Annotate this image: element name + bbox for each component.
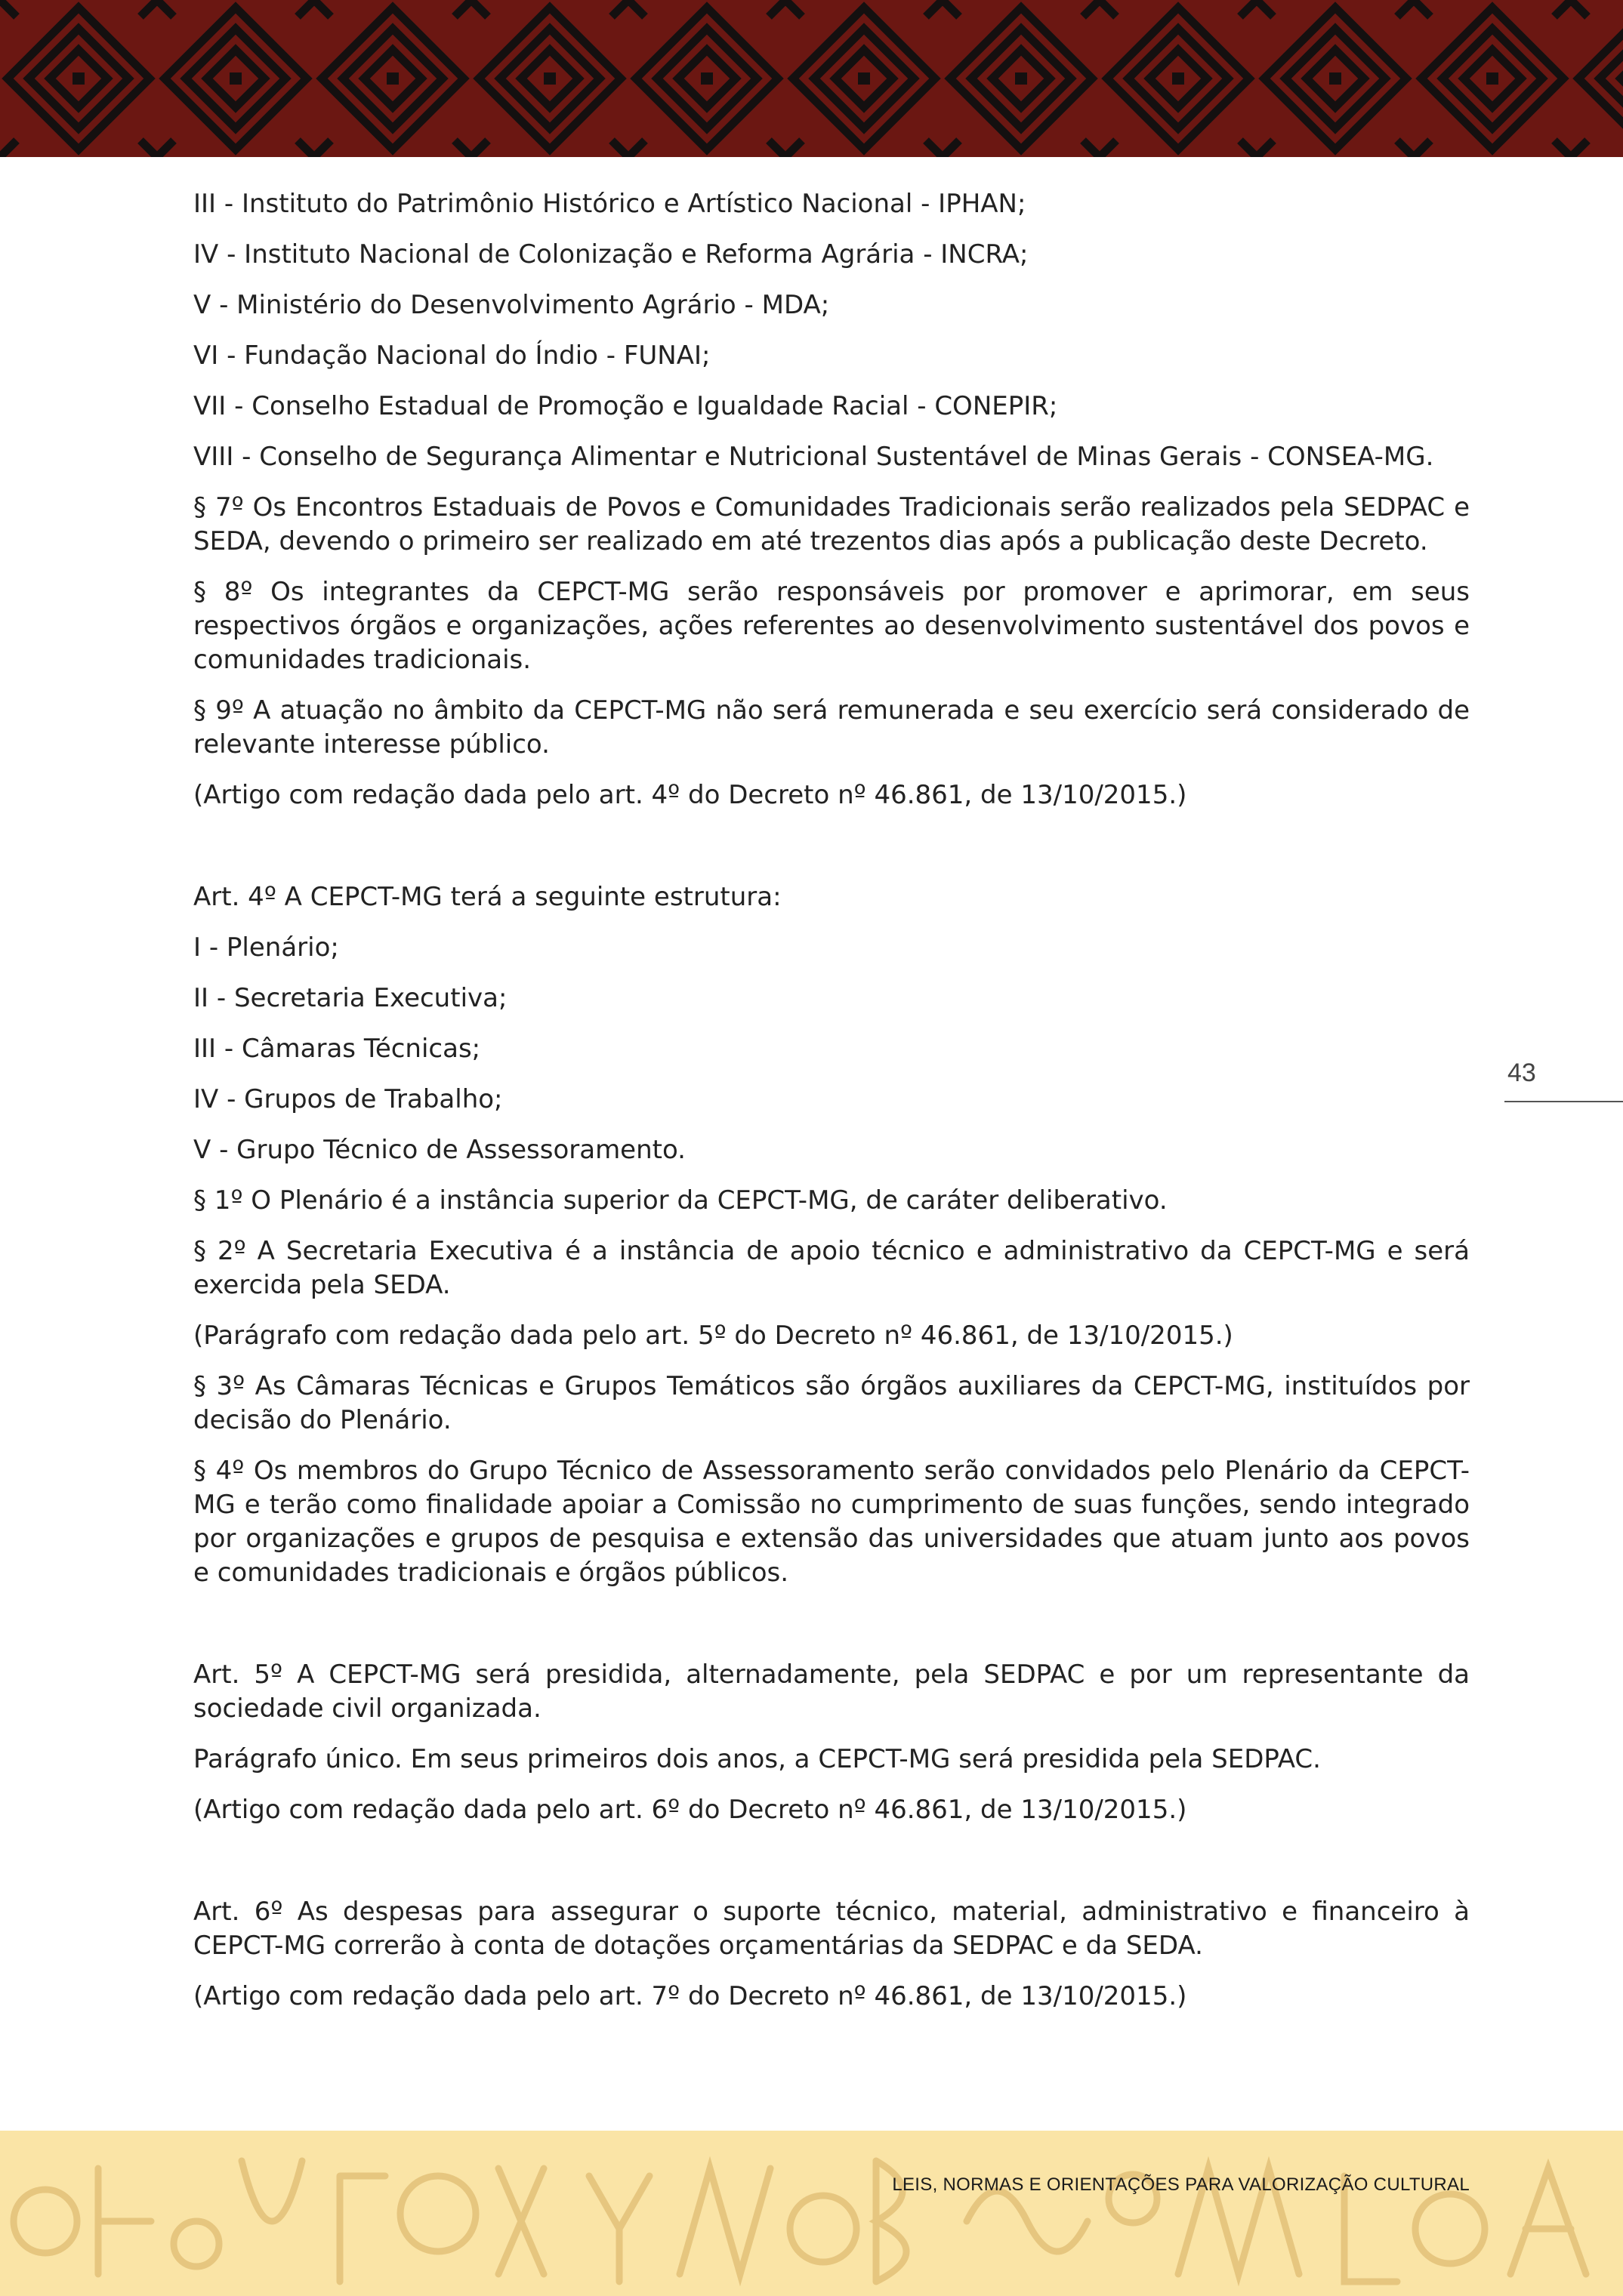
structure-item-plenario: I - Plenário; <box>193 932 339 963</box>
structure-item-grupos: IV - Grupos de Trabalho; <box>193 1084 503 1114</box>
paragraph-9: § 9º A atuação no âmbito da CEPCT-MG não será remunerada e seu exercício será considerado de relevante interesse público. <box>193 695 1470 760</box>
amendment-note-art4: (Parágrafo com redação dada pelo art. 5º do Decreto nº 46.861, de 13/10/2015.) <box>193 1321 1233 1351</box>
article-5-heading: Art. 5º A CEPCT-MG será presidida, alternadamente, pela SEDPAC e por um representante da sociedade civil organizada. <box>193 1660 1470 1724</box>
page-number: 43 <box>1507 1059 1536 1087</box>
document-body <box>193 187 1470 2030</box>
footer-glyph-pattern <box>0 2131 1623 2296</box>
art4-paragraph-1: § 1º O Plenário é a instância superior da CEPCT-MG, de caráter deliberativo. <box>193 1185 1168 1216</box>
art5-sole-paragraph: Parágrafo único. Em seus primeiros dois anos, a CEPCT-MG será presidida pela SEDPAC. <box>193 1744 1321 1774</box>
list-item-funai: VI - Fundação Nacional do Índio - FUNAI; <box>193 341 711 371</box>
structure-item-camaras: III - Câmaras Técnicas; <box>193 1034 481 1064</box>
header-ethnic-pattern <box>0 0 1623 157</box>
art4-paragraph-4: § 4º Os membros do Grupo Técnico de Assessoramento serão convidados pelo Plenário da CEPCT-MG e terão como finalidade apoiar a Comissão no cumprimento de suas funções, sendo integrado por organizações e grupos de pesquisa e extensão das universidades que atuam junto aos povos e comunidades tradicionais e órgãos públicos. <box>193 1456 1470 1588</box>
list-item-conepir: VII - Conselho Estadual de Promoção e Igualdade Racial - CONEPIR; <box>193 391 1058 421</box>
art4-paragraph-3: § 3º As Câmaras Técnicas e Grupos Temáticos são órgãos auxiliares da CEPCT-MG, instituídos por decisão do Plenário. <box>193 1371 1470 1435</box>
amendment-note-art5: (Artigo com redação dada pelo art. 6º do Decreto nº 46.861, de 13/10/2015.) <box>193 1795 1187 1825</box>
footer-publication-title: LEIS, NORMAS E ORIENTAÇÕES PARA VALORIZAÇÃO CULTURAL <box>892 2174 1470 2195</box>
header-pattern-band <box>0 0 1623 157</box>
list-item-consea: VIII - Conselho de Segurança Alimentar e Nutricional Sustentável de Minas Gerais - CONSEA-MG. <box>193 442 1434 472</box>
amendment-note-art6: (Artigo com redação dada pelo art. 7º do Decreto nº 46.861, de 13/10/2015.) <box>193 1981 1187 2011</box>
structure-item-secretaria: II - Secretaria Executiva; <box>193 983 508 1013</box>
art4-paragraph-2: § 2º A Secretaria Executiva é a instância de apoio técnico e administrativo da CEPCT-MG e será exercida pela SEDA. <box>193 1236 1470 1300</box>
list-item-mda: V - Ministério do Desenvolvimento Agrário - MDA; <box>193 290 830 320</box>
list-item-iphan: III - Instituto do Patrimônio Histórico e Artístico Nacional - IPHAN; <box>193 189 1026 219</box>
list-item-incra: IV - Instituto Nacional de Colonização e Reforma Agrária - INCRA; <box>193 239 1029 270</box>
amendment-note-art3: (Artigo com redação dada pelo art. 4º do Decreto nº 46.861, de 13/10/2015.) <box>193 780 1187 810</box>
paragraph-7: § 7º Os Encontros Estaduais de Povos e Comunidades Tradicionais serão realizados pela SEDPAC e SEDA, devendo o primeiro ser realizado em até trezentos dias após a publicação deste Decreto. <box>193 492 1470 556</box>
article-6-heading: Art. 6º As despesas para assegurar o suporte técnico, material, administrativo e financeiro à CEPCT-MG correrão à conta de dotações orçamentárias da SEDPAC e da SEDA. <box>193 1897 1470 1961</box>
paragraph-8: § 8º Os integrantes da CEPCT-MG serão responsáveis por promover e aprimorar, em seus respectivos órgãos e organizações, ações referentes ao desenvolvimento sustentável dos povos e comunidades tradicionais. <box>193 577 1470 675</box>
page-number-rule <box>1504 1101 1623 1102</box>
footer-pattern-band <box>0 2131 1623 2296</box>
article-4-heading: Art. 4º A CEPCT-MG terá a seguinte estrutura: <box>193 882 782 912</box>
structure-item-assessoramento: V - Grupo Técnico de Assessoramento. <box>193 1135 686 1165</box>
